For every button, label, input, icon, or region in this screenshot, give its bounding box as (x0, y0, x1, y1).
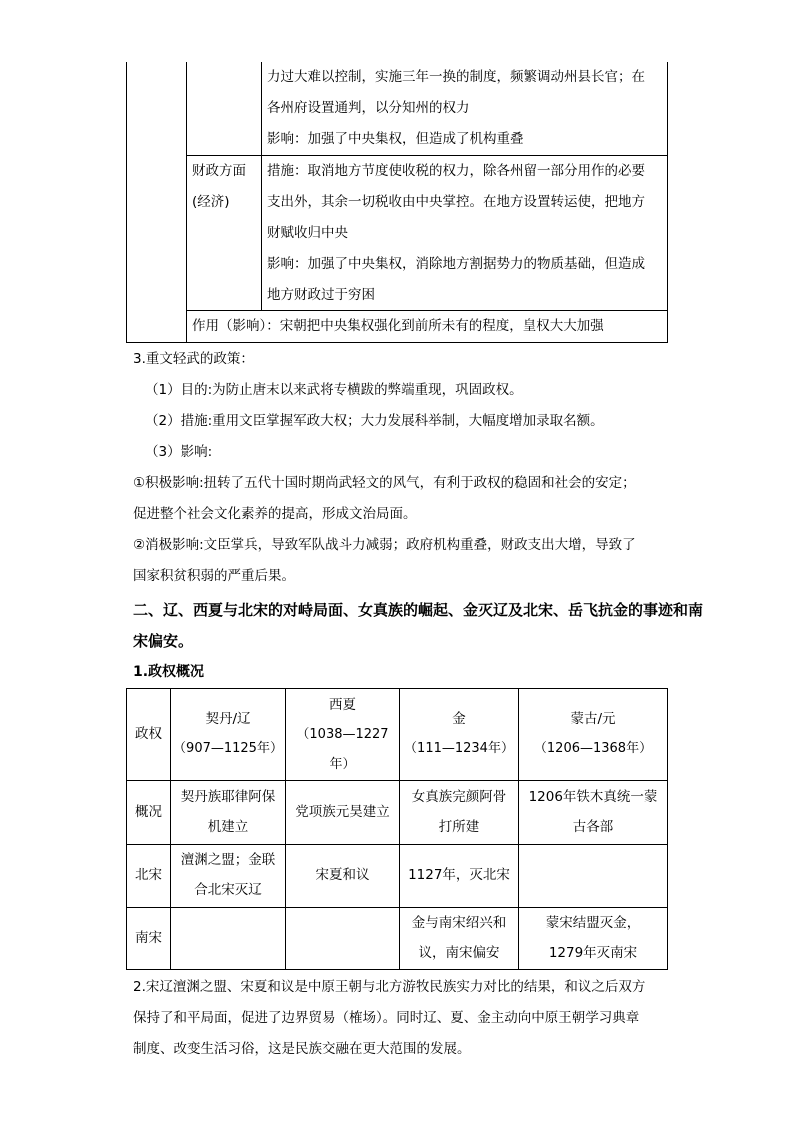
overview-liao (171, 782, 285, 842)
text-line: 1206年铁木真统一蒙 (528, 789, 658, 805)
text-line: 措施：取消地方节度使收税的权力，除各州留一部分用作的必要 (267, 163, 645, 179)
closing-line1: 2.宋辽澶渊之盟、宋夏和议是中原王朝与北方游牧民族实力对比的结果，和议之后双方 (133, 979, 646, 995)
text-line: 各州府设置通判，以分知州的权力 (267, 100, 470, 116)
section3-impact: （3）影响: (145, 444, 213, 460)
negative-impact-line1: ②消极影响:文臣掌兵，导致军队战斗力减弱；政府机构重叠，财政支出大增，导致了 (133, 537, 636, 553)
section-two-sub: 1.政权概况 (133, 664, 205, 680)
text-line: 地方财政过于穷困 (267, 287, 375, 303)
positive-impact-line1: ①积极影响:扭转了五代十国时期尚武轻文的风气，有利于政权的稳固和社会的安定； (133, 475, 636, 491)
header-xixia-name: 西夏 (329, 697, 356, 713)
beisong-liao (171, 845, 285, 905)
text-line: 澶渊之盟；金联 (180, 852, 276, 868)
text-line: 1279年灭南宋 (548, 945, 638, 961)
text-line: 金与南宋绍兴和 (411, 915, 507, 931)
text-line: 蒙宋结盟灭金， (545, 915, 641, 931)
header-xixia-years: （1038—1227 (296, 727, 389, 742)
text-line: 合北宋灭辽 (194, 882, 262, 898)
header-yuan-name: 蒙古/元 (570, 711, 616, 727)
section3-purpose: （1）目的:为防止唐末以来武将专横跋的弊端重现，巩固政权。 (145, 382, 523, 398)
header-jin-years: （111—1234年） (404, 741, 514, 756)
row-overview-label: 概况 (135, 804, 162, 820)
header-xixia-years-end: 年） (329, 757, 356, 772)
header-liao (171, 704, 285, 764)
nansong-yuan (519, 908, 667, 968)
beisong-jin: 1127年，灭北宋 (408, 867, 510, 883)
row-nansong-label: 南宋 (135, 930, 162, 946)
text-line: 财赋收归中央 (267, 225, 348, 241)
negative-impact-line2: 国家积贫积弱的严重后果。 (133, 568, 295, 584)
beisong-xixia: 宋夏和议 (315, 867, 370, 883)
finance-label: 财政方面 (192, 163, 246, 179)
overview-xixia: 党项族元昊建立 (295, 804, 390, 820)
header-yuan-years: （1206—1368年） (533, 741, 653, 756)
text-line: 力过大难以控制，实施三年一换的制度，频繁调动州县长官；在 (267, 69, 645, 85)
effect-row: 作用（影响）：宋朝把中央集权强化到前所未有的程度，皇权大大加强 (192, 318, 604, 334)
closing-line2: 保持了和平局面，促进了边界贸易（榷场）。同时辽、夏、金主动向中原王朝学习典章 (133, 1010, 640, 1026)
finance-label-cell (192, 156, 260, 218)
admin-measure-cell (267, 62, 665, 155)
finance-content-cell (267, 156, 665, 311)
header-jin (400, 704, 518, 764)
header-xixia (286, 690, 399, 780)
closing-line3: 制度、改变生活习俗，这是民族交融在更大范围的发展。 (133, 1041, 471, 1057)
header-yuan (519, 704, 667, 764)
section-two-heading-line1: 二、辽、西夏与北宋的对峙局面、女真族的崛起、金灭辽及北宋、岳飞抗金的事迹和南 (133, 601, 704, 619)
text-line: 影响：加强了中央集权，但造成了机构重叠 (267, 131, 524, 147)
header-liao-years: （907—1125年） (173, 741, 283, 756)
text-line: 女真族完颜阿骨 (411, 789, 507, 805)
text-line: 议，南宋偏安 (418, 945, 500, 961)
text-line: 机建立 (207, 819, 249, 835)
header-liao-name: 契丹/辽 (205, 711, 251, 727)
header-jin-name: 金 (452, 711, 466, 727)
overview-yuan (519, 782, 667, 842)
text-line: 支出外，其余一切税收由中央掌控。在地方设置转运使，把地方 (267, 194, 645, 210)
section3-measures: （2）措施:重用文臣掌握军政大权；大力发展科举制，大幅度增加录取名额。 (145, 413, 604, 429)
header-regime-label: 政权 (135, 726, 162, 742)
text-line: 古各部 (572, 819, 614, 835)
nansong-jin (400, 908, 518, 968)
row-beisong-label: 北宋 (135, 867, 162, 883)
section3-title: 3.重文轻武的政策： (133, 351, 254, 367)
positive-impact-line2: 促进整个社会文化素养的提高，形成文治局面。 (133, 506, 417, 522)
text-line: 打所建 (438, 819, 480, 835)
section-two-heading-line2: 宋偏安。 (133, 632, 194, 650)
overview-jin (400, 782, 518, 842)
text-line: 契丹族耶律阿保 (180, 789, 276, 805)
finance-label-sub: (经济) (192, 194, 230, 210)
text-line: 影响：加强了中央集权，消除地方割据势力的物质基础，但造成 (267, 256, 645, 272)
